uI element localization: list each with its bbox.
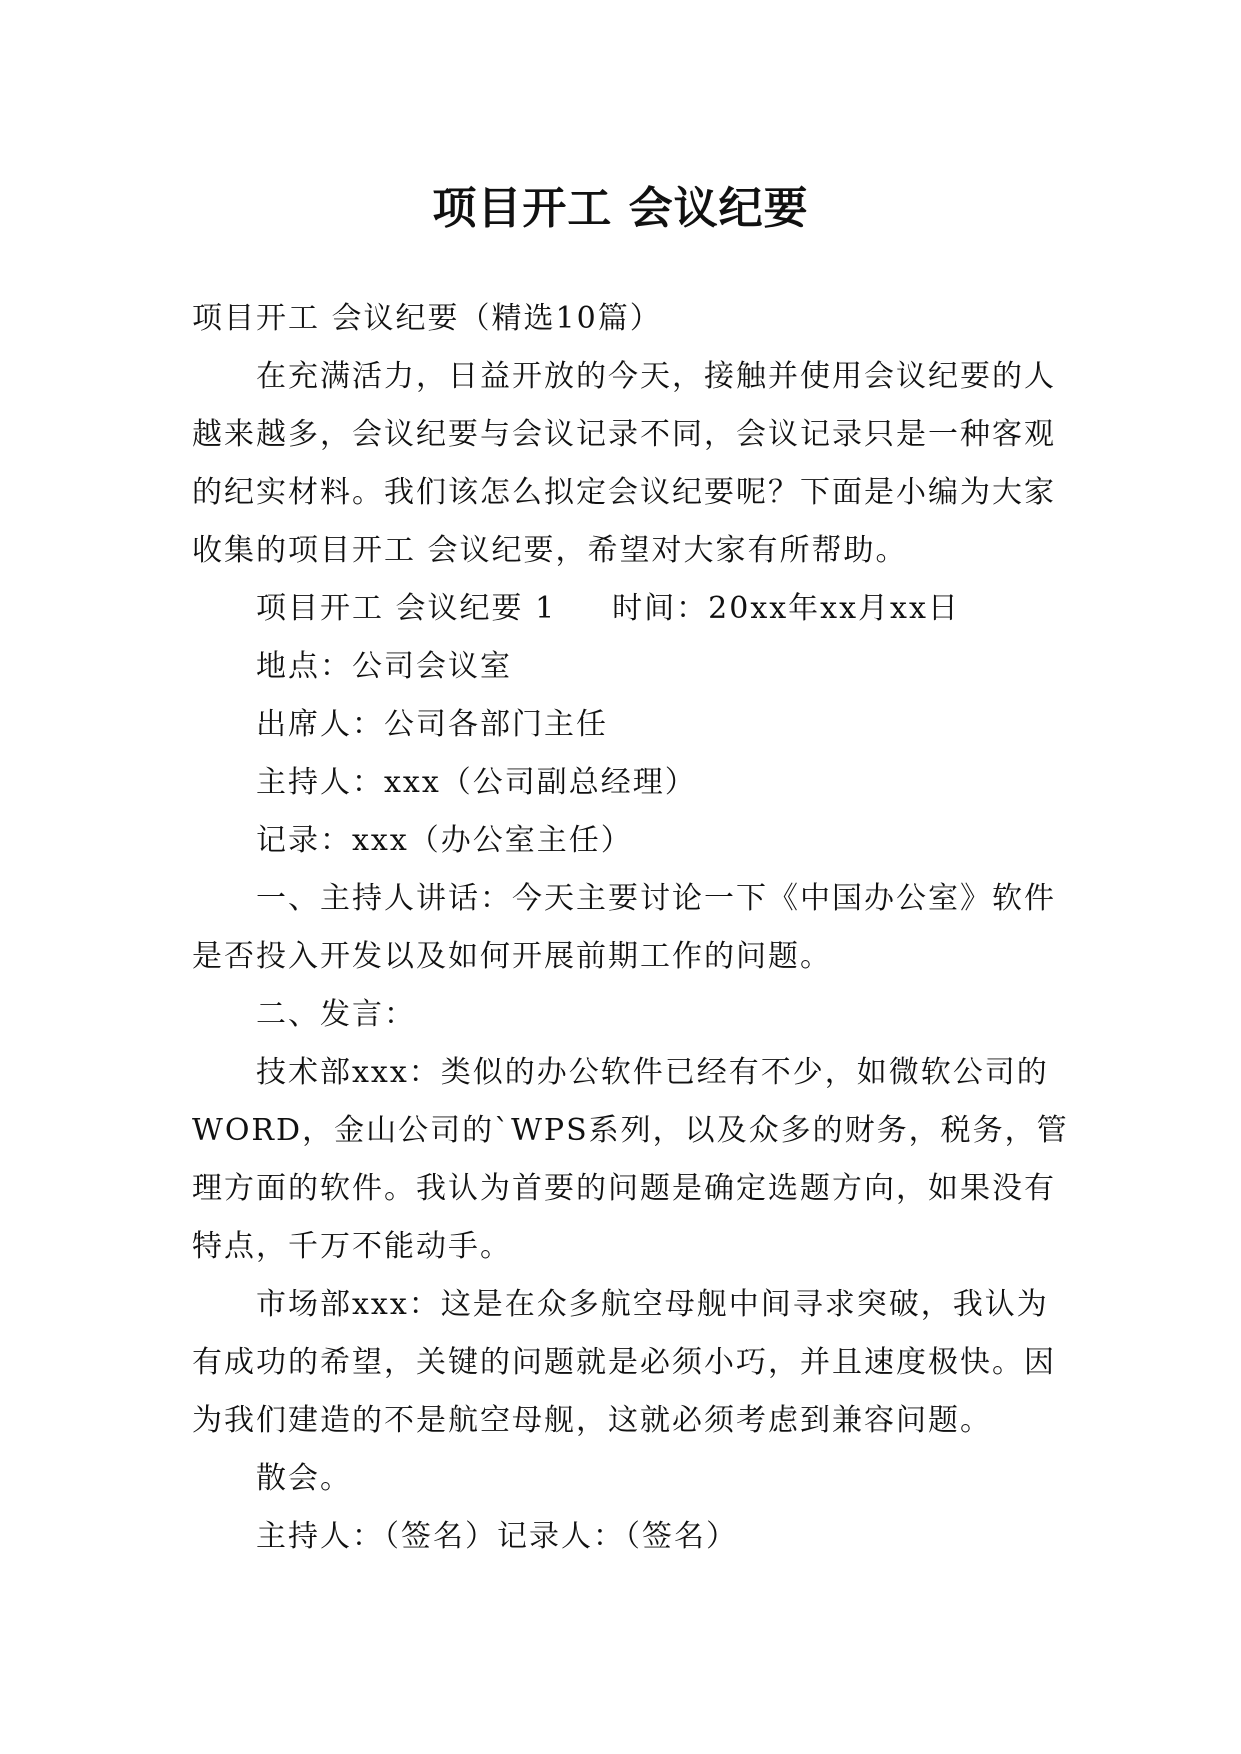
document-title: 项目开工 会议纪要	[432, 183, 809, 235]
meeting-recorder: 记录：xxx（办公室主任）	[256, 823, 633, 858]
meeting-header-line	[192, 580, 1072, 638]
market-dept-speech: 市场部xxx：这是在众多航空母舰中间寻求突破，我认为有成功的希望，关键的问题就是必须小巧，并且速度极快。因为我们建造的不是航空母舰，这就必须考虑到兼容问题。	[192, 1287, 1056, 1438]
meeting-location: 地点：公司会议室	[256, 649, 512, 684]
meeting-attendees: 出席人：公司各部门主任	[256, 707, 608, 742]
meeting-time: 时间：20xx年xx月xx日	[612, 591, 960, 626]
intro-paragraph: 在充满活力，日益开放的今天，接触并使用会议纪要的人越来越多，会议纪要与会议记录不同，会议记录只是一种客观的纪实材料。我们该怎么拟定会议纪要呢？下面是小编为大家收集的项目开工 会议纪要，希望对大家有所帮助。	[192, 359, 1056, 568]
meeting-host: 主持人：xxx（公司副总经理）	[256, 765, 697, 800]
tech-dept-speech: 技术部xxx：类似的办公软件已经有不少，如微软公司的WORD，金山公司的`WPS系列，以及众多的财务，税务，管理方面的软件。我认为首要的问题是确定选题方向，如果没有特点，千万不能动手。	[192, 1055, 1069, 1264]
agenda-item-1: 一、主持人讲话：今天主要讨论一下《中国办公室》软件是否投入开发以及如何开展前期工作的问题。	[192, 881, 1056, 974]
document-subtitle: 项目开工 会议纪要（精选10篇）	[192, 301, 662, 336]
agenda-item-2: 二、发言：	[256, 997, 416, 1032]
section-heading: 项目开工 会议纪要 1	[256, 591, 557, 626]
adjourn-line: 散会。	[256, 1461, 352, 1496]
document-body	[192, 290, 1072, 1566]
signature-line: 主持人：（签名）记录人：（签名）	[256, 1519, 738, 1554]
